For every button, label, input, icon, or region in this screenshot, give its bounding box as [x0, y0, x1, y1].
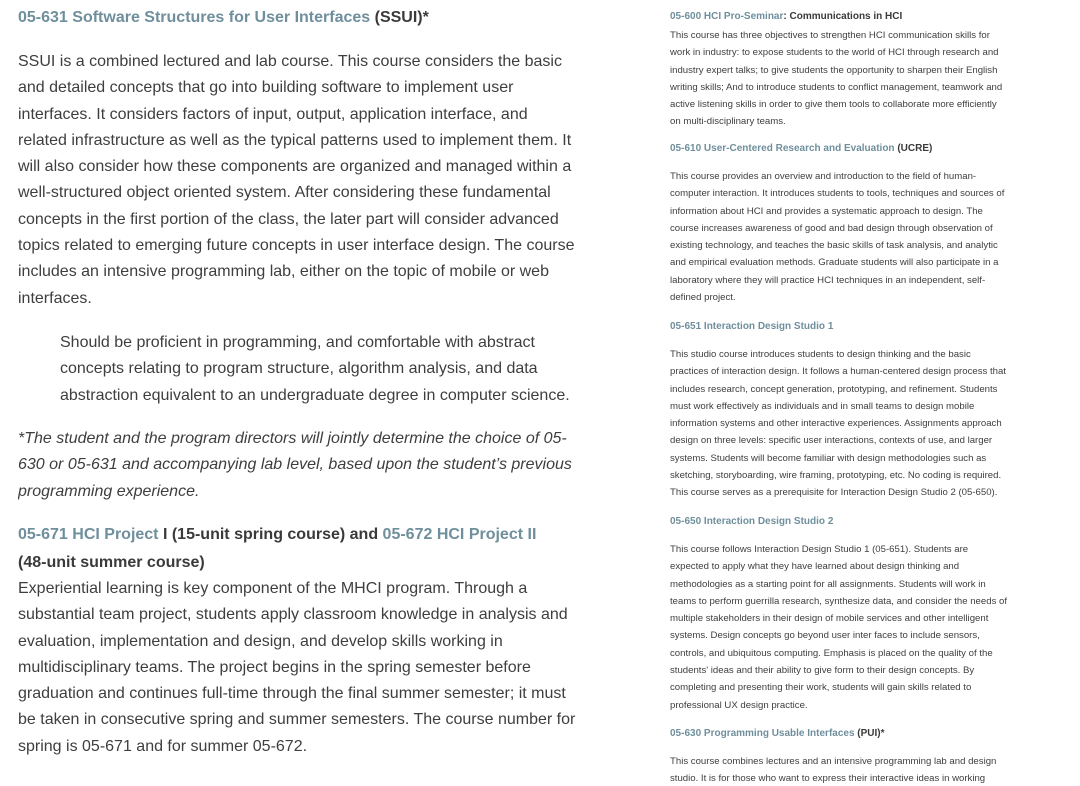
project-line: evaluation, implementation and design, and develop skills working in	[18, 632, 503, 650]
course-abbr-pui: (PUI)*	[854, 728, 885, 739]
note-line: *The student and the program directors will jointly determine the choice of 05-	[18, 430, 567, 447]
ucre-heading	[670, 142, 932, 156]
ssui-line: SSUI is a combined lectured and lab course. This course considers the basic	[18, 53, 562, 70]
ssui-line: related infrastructure as well as the typical patterns used to implement them. It	[18, 131, 572, 149]
project-heading-text: I (15-unit spring course) and	[158, 526, 383, 543]
right-column	[670, 0, 1072, 786]
ids2-line: systems. Design concepts go beyond user inter faces to include sensors,	[670, 630, 980, 642]
ids1-line: includes research, concept generation, prototyping, and refinement. Students	[670, 383, 998, 395]
ssui-line: interfaces. It considers factors of input, output, application interface, and	[18, 105, 528, 123]
ssui-note	[18, 426, 630, 505]
proseminar-line: industry expert talks; to give students the opportunity to sharpen their English	[670, 64, 998, 76]
proseminar-subtitle: : Communications in HCI	[783, 11, 903, 22]
course-name-ssui: Software Structures for User Interfaces	[72, 9, 371, 26]
proseminar-line: active listening skills in order to give them tools to collaborate more efficiently	[670, 99, 997, 111]
ids1-line: must work effectively as individuals and in small teams to design mobile	[670, 400, 975, 412]
ids1-heading	[670, 320, 833, 334]
ucre-line: defined project.	[670, 292, 736, 304]
proseminar-description	[670, 27, 1072, 131]
ids2-line: This course follows Interaction Design Studio 1 (05-651). Students are	[670, 544, 969, 555]
prereq-line: Should be proficient in programming, and comfortable with abstract	[60, 334, 535, 351]
course-code-pui: 05-630 Programming Usable Interfaces	[670, 728, 855, 739]
proseminar-line: on multi-disciplinary teams.	[670, 116, 786, 128]
ucre-line: This course provides an overview and introduction to the field of human-	[670, 171, 977, 182]
ucre-line: computer interaction. It introduces students to tools, techniques and sources of	[670, 188, 1005, 200]
ssui-line: well-structured object oriented system. After considering these fundamental	[18, 184, 551, 202]
course-code-ssui: 05-631	[18, 9, 68, 26]
course-code-proseminar: 05-600 HCI Pro-Seminar	[670, 11, 784, 22]
ssui-prerequisite	[60, 330, 630, 409]
ssui-description	[18, 49, 630, 312]
ssui-heading	[18, 8, 429, 28]
ids2-line: teams to perform guerrilla research, synthesize data, and consider the needs of	[670, 595, 1008, 607]
proseminar-line: This course has three objectives to strengthen HCI communication skills for	[670, 30, 990, 41]
ssui-line: topics related to emerging future concepts in user interface design. The course	[18, 237, 575, 255]
course-code-hci-project-2: 05-672 HCI Project II	[382, 526, 537, 543]
ucre-line: laboratory where they will practice HCI techniques in an independent, self-	[670, 274, 986, 286]
pui-description	[670, 753, 1072, 786]
prereq-line: concepts relating to program structure, algorithm analysis, and data	[60, 360, 538, 378]
project-heading-line2	[18, 553, 205, 573]
ucre-line: and empirical evaluation methods. Graduate students will also participate in a	[670, 257, 999, 269]
project-line: Experiential learning is key component of the MHCI program. Through a	[18, 580, 528, 597]
note-line: programming experience.	[18, 482, 200, 500]
ids2-line: methodologies as a starting point for all assignments. Students will work in	[670, 578, 986, 590]
course-code-hci-project-1: 05-671 HCI Project	[18, 526, 159, 543]
project-line: graduation and continues full-time through the final summer semester; it must	[18, 685, 566, 703]
ids2-heading	[670, 515, 833, 529]
ids2-line: multiple stakeholders in their design of mobile services and other intelligent	[670, 613, 989, 625]
course-code-ucre: 05-610 User-Centered Research and Evaluation	[670, 143, 895, 154]
project-heading	[18, 525, 536, 545]
course-code-ids2: 05-650 Interaction Design Studio 2	[670, 516, 834, 527]
ssui-line: concepts in the first portion of the class, the later part will consider advanced	[18, 210, 559, 228]
ids2-line: expected to apply what they have learned about design thinking and	[670, 561, 960, 573]
ids1-description	[670, 346, 1072, 502]
ids2-description	[670, 541, 1072, 714]
ucre-line: course increases awareness of good and bad design through observation of	[670, 222, 993, 234]
ids1-line: information systems and other interactive experiences. Assignments approach	[670, 418, 1002, 430]
pui-line: studio. It is for those who want to express their interactive ideas in working	[670, 773, 986, 785]
project-line: be taken in consecutive spring and summer semesters. The course number for	[18, 711, 576, 729]
course-abbr-ssui: (SSUI)*	[374, 9, 429, 26]
ids1-line: systems. Students will become familiar with design methodologies such as	[670, 452, 987, 464]
note-line: 630 or 05-631 and accompanying lab level, based upon the student’s previous	[18, 456, 572, 474]
ids1-line: design on three levels: specific user interactions, contexts of use, and larger	[670, 435, 993, 447]
project-heading-units: (48-unit summer course)	[18, 554, 205, 571]
ids2-line: completing and presenting their work, students will gain skills related to	[670, 682, 972, 694]
prereq-line: abstraction equivalent to an undergraduate degree in computer science.	[60, 386, 570, 404]
ssui-line: includes an intensive programming lab, either on the topic of mobile or web	[18, 263, 549, 281]
course-abbr-ucre: (UCRE)	[894, 143, 933, 154]
project-description	[18, 576, 630, 760]
pui-heading	[670, 727, 885, 741]
ssui-line: interfaces.	[18, 289, 92, 307]
pui-line: This course combines lectures and an intensive programming lab and design	[670, 756, 997, 767]
ids2-line: controls, and ubiquitous computing. Emphasis is placed on the quality of the	[670, 647, 993, 659]
ids1-line: sketching, storyboarding, wire framing, prototyping, etc. No coding is required.	[670, 470, 1002, 482]
project-line: multidisciplinary teams. The project begins in the spring semester before	[18, 658, 531, 676]
ucre-line: information about HCI and provides a systematic approach to design. The	[670, 205, 983, 217]
ids2-line: professional UX design practice.	[670, 699, 808, 711]
course-code-ids1: 05-651 Interaction Design Studio 1	[670, 321, 834, 332]
ucre-line: existing technology, and teaches the basic skills of task analysis, and analytic	[670, 240, 998, 252]
proseminar-heading	[670, 10, 902, 24]
ids1-line: practices of interaction design. It follows a human-centered design process that	[670, 366, 1006, 378]
proseminar-line: writing skills; And to introduce students to conflict management, teamwork and	[670, 81, 1003, 93]
left-column	[18, 0, 630, 786]
ids1-line: This studio course introduces students to design thinking and the basic	[670, 349, 971, 360]
ssui-line: will also consider how these components are organized and managed within a	[18, 158, 572, 176]
project-line: spring is 05-671 and for summer 05-672.	[18, 737, 308, 755]
project-line: substantial team project, students apply classroom knowledge in analysis and	[18, 606, 568, 624]
ids2-line: students' ideas and their ability to give form to their design concepts. By	[670, 665, 975, 677]
ucre-description	[670, 168, 1072, 306]
ssui-line: and detailed concepts that go into building software to implement user	[18, 79, 514, 97]
proseminar-line: work in industry: to expose students to the world of HCI through research and	[670, 47, 999, 59]
ids1-line: This course serves as a prerequisite for Interaction Design Studio 2 (05-650).	[670, 487, 998, 499]
